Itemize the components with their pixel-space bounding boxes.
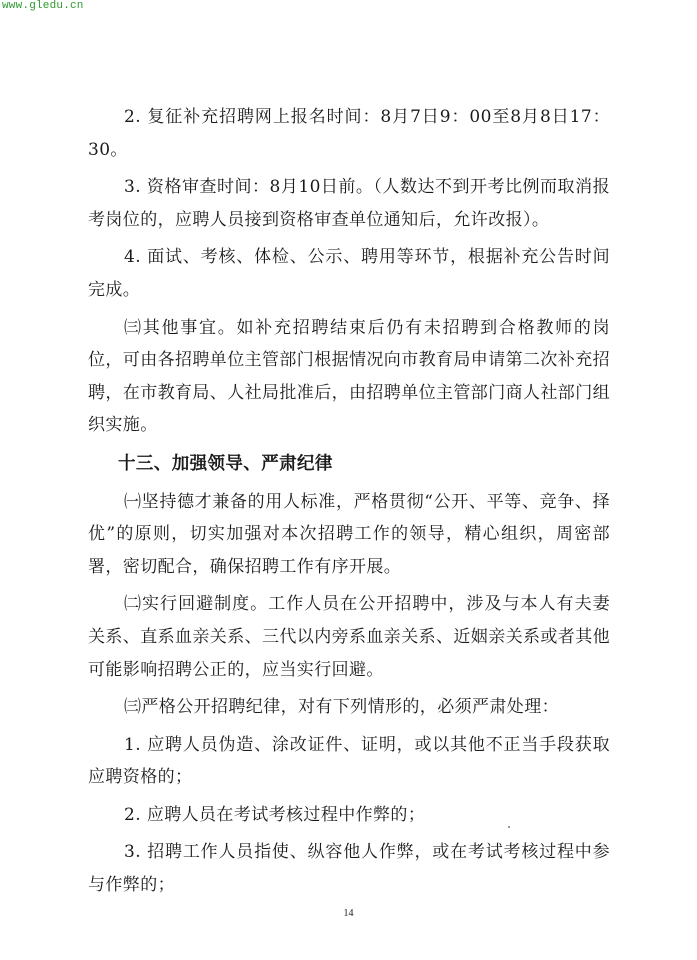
paragraph-avoidance-system: ㈡实行回避制度。工作人员在公开招聘中，涉及与本人有夫妻关系、直系血亲关系、三代以内旁系血亲关系、近姻亲关系或者其他可能影响招聘公正的，应当实行回避。 [88,594,610,680]
paragraph-leadership-standard: ㈠坚持德才兼备的用人标准，严格贯彻“公开、平等、竞争、择优”的原则，切实加强对本次招聘工作的领导，精心组织，周密部署，密切配合，确保招聘工作有序开展。 [88,491,610,577]
page-number: 14 [343,908,354,919]
list-item-cheating: 2. 应聘人员在考试考核过程中作弊的； [124,804,426,825]
paragraph-qualification-review: 3. 资格审查时间：8月10日前。（人数达不到开考比例而取消报考岗位的，应聘人员接到资格审查单位通知后，允许改报）。 [88,177,610,230]
site-watermark: www.gledu.cn [2,0,84,12]
paragraph-registration-time: 2. 复征补充招聘网上报名时间：8月7日9：00至8月8日17：30。 [88,107,610,160]
scan-speck [508,826,510,828]
list-item-staff-cheating: 3. 招聘工作人员指使、纵容他人作弊，或在考试考核过程中参与作弊的； [88,842,610,896]
section-heading-discipline: 十三、加强领导、严肃纪律 [118,453,333,474]
list-item-forgery: 1. 应聘人员伪造、涂改证件、证明，或以其他不正当手段获取应聘资格的； [88,734,610,788]
paragraph-strict-discipline: ㈢严格公开招聘纪律，对有下列情形的，必须严肃处理： [124,697,559,718]
paragraph-interview-steps: 4. 面试、考核、体检、公示、聘用等环节，根据补充公告时间完成。 [88,247,610,300]
paragraph-other-matters: ㈢其他事宜。如补充招聘结束后仍有未招聘到合格教师的岗位，可由各招聘单位主管部门根据情况向市教育局申请第二次补充招聘，在市教育局、人社局批准后，由招聘单位主管部门商人社部门组织实施。 [88,317,610,436]
document-body [88,101,610,907]
